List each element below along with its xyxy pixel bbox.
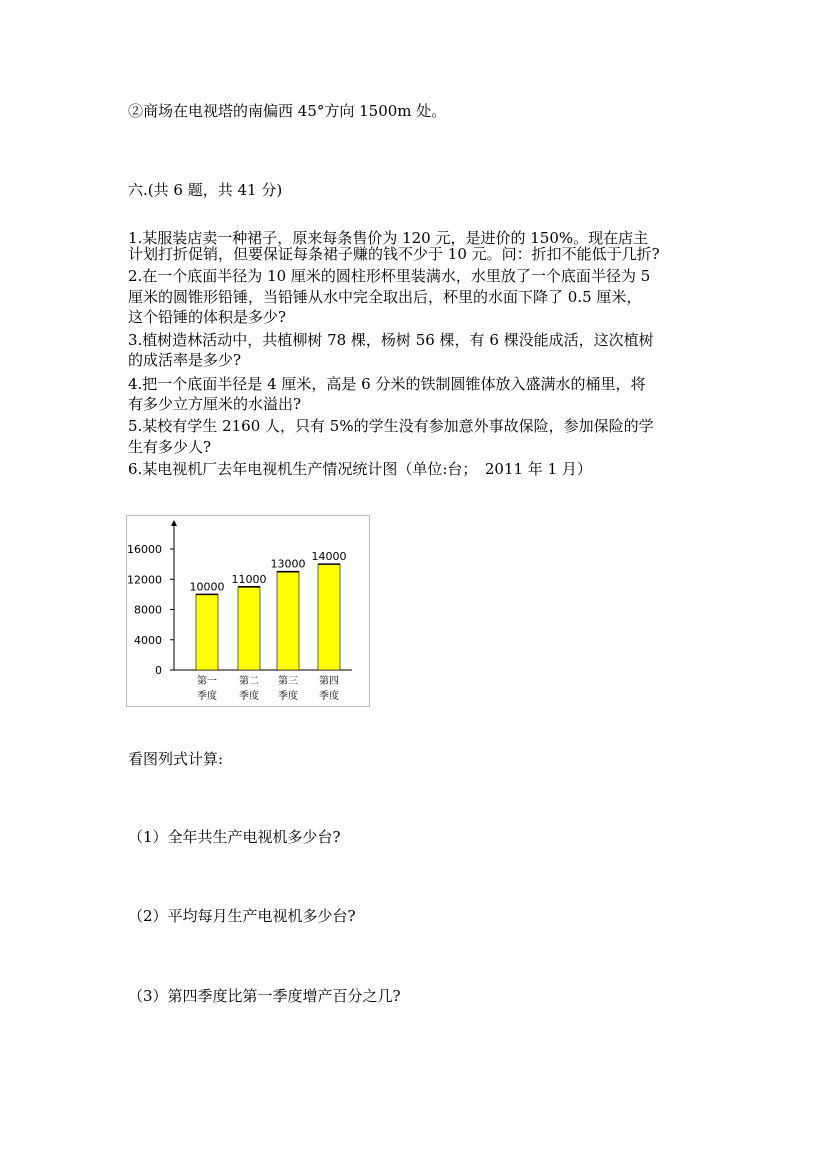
instruction-text: 看图列式计算: (128, 750, 224, 768)
bar-value-label: 14000 (311, 550, 347, 564)
question-5-line-2: 生有多少人? (128, 438, 212, 456)
question-2-line-2: 厘米的圆锥形铅锤，当铅锤从水中完全取出后，杯里的水面下降了 0.5 厘米， (128, 288, 642, 306)
question-6-line: 6.某电视机厂去年电视机生产情况统计图（单位:台； 2011 年 1 月） (128, 460, 592, 478)
bar-value-label: 10000 (189, 580, 225, 594)
question-4-line-2: 有多少立方厘米的水溢出? (128, 395, 302, 413)
category-label-line-2: 季度 (319, 691, 339, 702)
question-1-line-2: 计划打折促销，但要保证每条裙子赚的钱不少于 10 元。问：折扣不能低于几折? (128, 245, 660, 263)
category-label-line-2: 季度 (239, 691, 259, 702)
category-label-line-1: 第一 (197, 676, 217, 687)
category-label-line-2: 季度 (197, 691, 217, 702)
answer-line: ②商场在电视塔的南偏西 45°方向 1500m 处。 (128, 102, 447, 120)
bar-chart (126, 515, 370, 707)
question-5-line-1: 5.某校有学生 2160 人，只有 5%的学生没有参加意外事故保险，参加保险的学 (128, 417, 654, 435)
y-tick-label: 16000 (127, 543, 162, 556)
chart-marks (190, 550, 347, 702)
bar-value-label: 13000 (270, 557, 306, 571)
subquestion-3: （3）第四季度比第一季度增产百分之几? (128, 987, 401, 1005)
question-3-line-2: 的成活率是多少? (128, 351, 242, 369)
y-tick-label: 8000 (134, 603, 162, 617)
category-label-line-1: 第四 (319, 676, 339, 687)
y-tick-label: 12000 (127, 573, 162, 587)
category-label-line-2: 季度 (278, 691, 298, 702)
question-2-line-1: 2.在一个底面半径为 10 厘米的圆柱形杯里装满水，水里放了一个底面半径为 5 (128, 267, 651, 285)
subquestion-2: （2）平均每月生产电视机多少台? (128, 907, 356, 925)
question-3-line-1: 3.植树造林活动中，共植柳树 78 棵，杨树 56 棵，有 6 棵没能成活，这次植树 (128, 331, 654, 349)
section-heading: 六.(共 6 题，共 41 分) (128, 181, 283, 199)
bar (196, 594, 218, 670)
y-axis-arrow (171, 520, 177, 526)
category-label-line-1: 第二 (239, 676, 259, 687)
question-2-line-3: 这个铅锤的体积是多少? (128, 308, 287, 326)
y-tick-label: 0 (155, 664, 162, 677)
category-label-line-1: 第三 (278, 676, 298, 687)
y-tick-label: 4000 (134, 633, 162, 647)
bar (277, 572, 299, 670)
bar-value-label: 11000 (231, 572, 267, 586)
question-1-line-1: 1.某服装店卖一种裙子，原来每条售价为 120 元，是进价的 150%。现在店主 (128, 229, 649, 247)
bar (238, 587, 260, 670)
bar-chart-svg (127, 516, 369, 706)
subquestion-1: （1）全年共生产电视机多少台? (128, 828, 341, 846)
question-4-line-1: 4.把一个底面半径是 4 厘米，高是 6 分米的铁制圆锥体放入盛满水的桶里，将 (128, 375, 646, 393)
bar (318, 564, 340, 670)
